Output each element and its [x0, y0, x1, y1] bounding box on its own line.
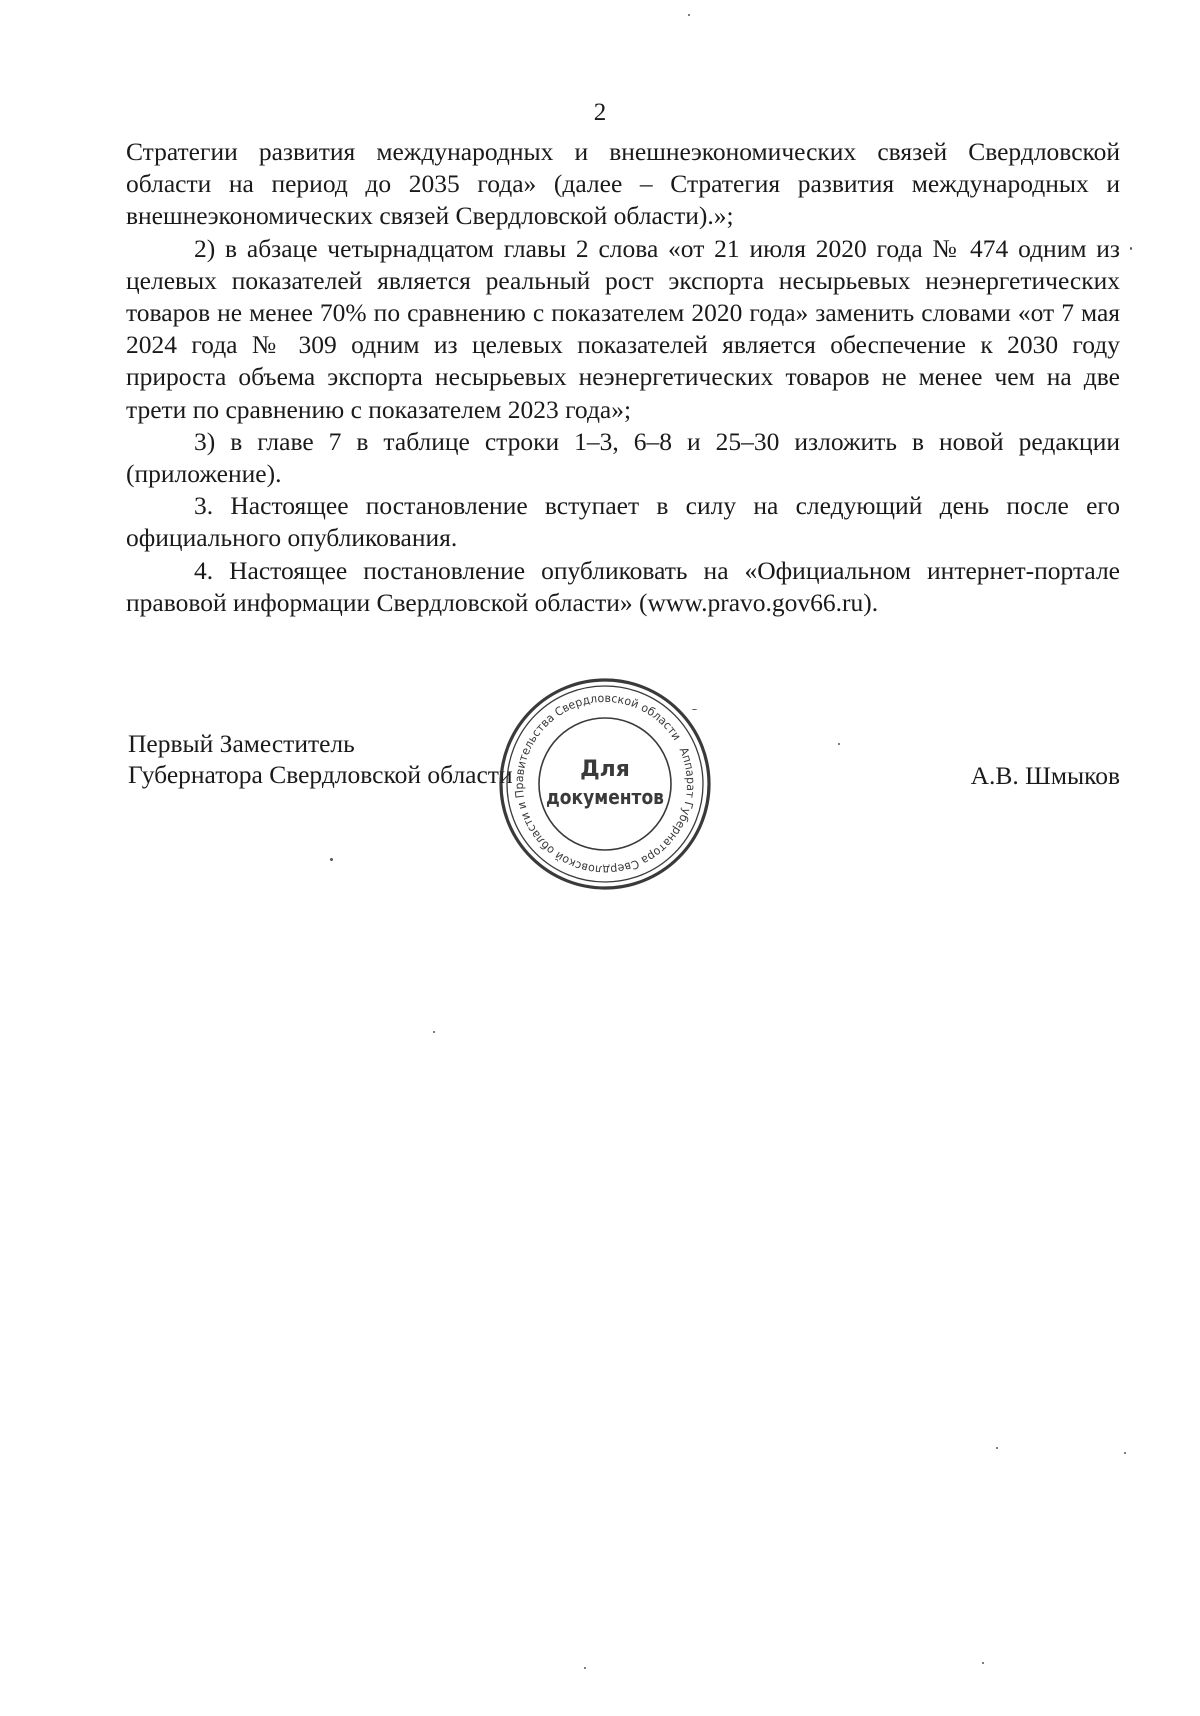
- paragraph-effective-date: 3. Настоящее постановление вступает в силу на следующий день после его официального опубликования.: [126, 491, 1120, 553]
- signatory-name: А.В. Шмыков: [970, 761, 1120, 790]
- scan-speck: [688, 14, 690, 16]
- stamp-center-line-1: Для: [580, 757, 630, 782]
- scan-speck: [433, 1031, 435, 1033]
- scan-speck: [1124, 1452, 1126, 1454]
- paragraph-strategy-title: Стратегии развития международных и внешнеэкономических связей Свердловской области на период до 2035 года» (далее – Стратегия развития международных и внешнеэкономических связей Свердловской области).»;: [126, 137, 1120, 231]
- paragraph-amendment-2: 2) в абзаце четырнадцатом главы 2 слова «от 21 июля 2020 года № 474 одним из целевых показателей является реальный рост экспорта несырьевых неэнергетических товаров не менее 70% по сравнению с показателем 2020 года» заменить словами «от 7 мая 2024 года № 309 одним из целевых показателей является обеспечение к 2030 году прироста объема экспорта несырьевых неэнергетических товаров не менее чем на две трети по сравнению с показателем 2023 года»;: [126, 233, 1120, 424]
- signatory-title: [128, 728, 513, 790]
- scan-speck: [330, 858, 333, 861]
- scan-speck: [982, 1662, 984, 1664]
- scan-speck: [1130, 247, 1132, 250]
- scan-speck: [838, 743, 840, 745]
- scan-speck: [692, 709, 697, 710]
- paragraph-amendment-3: 3) в главе 7 в таблице строки 1–3, 6–8 и 25–30 изложить в новой редакции (приложение).: [126, 426, 1120, 489]
- official-stamp: [498, 677, 712, 891]
- signatory-title-line-1: Первый Заместитель: [128, 729, 355, 758]
- signatory-title-line-2: Губернатора Свердловской области: [128, 760, 513, 789]
- paragraph-publication: 4. Настоящее постановление опубликовать на «Официальном интернет-портале правовой информации Свердловской области» (www.pravo.gov66.ru).: [126, 555, 1120, 617]
- page-number: 2: [593, 99, 607, 126]
- scan-speck: [584, 1667, 586, 1669]
- document-body: [126, 136, 1120, 619]
- stamp-ring-text: Аппарат Губернатора Свердловской области и Правительства Свердловской области: [511, 690, 699, 878]
- stamp-center-line-2: документов: [546, 785, 664, 809]
- svg-text:Аппарат Губернатора Свердловск: [498, 677, 712, 891]
- scan-speck: [996, 1447, 998, 1449]
